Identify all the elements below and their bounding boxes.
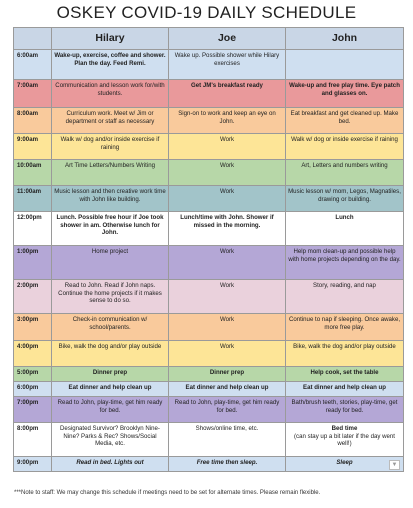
time-cell: 9:00am — [14, 134, 52, 160]
hilary-cell: Read to John, play-time, get him ready for bed. — [52, 397, 169, 423]
row-11am — [14, 186, 404, 212]
joe-cell: Work — [169, 246, 286, 280]
john-cell: Eat dinner and help clean up — [286, 382, 404, 397]
time-cell: 8:00pm — [14, 423, 52, 457]
john-bedtime-label: Bed time — [331, 425, 358, 432]
joe-cell: Work — [169, 134, 286, 160]
time-cell: 11:00am — [14, 186, 52, 212]
dropdown-arrow-icon[interactable]: ▼ — [389, 460, 400, 470]
row-3pm — [14, 314, 404, 341]
joe-cell: Free time then sleep. — [169, 457, 286, 472]
john-cell: Help cook, set the table — [286, 367, 404, 382]
schedule-table — [13, 27, 404, 472]
time-cell: 3:00pm — [14, 314, 52, 341]
hilary-cell: Wake-up, exercise, coffee and shower. Plan the day. Feed Remi. — [52, 50, 169, 80]
time-cell: 10:00am — [14, 160, 52, 186]
joe-cell: Work — [169, 186, 286, 212]
row-4pm — [14, 341, 404, 367]
header-corner — [14, 28, 52, 50]
row-1pm — [14, 246, 404, 280]
time-cell: 6:00pm — [14, 382, 52, 397]
time-cell: 4:00pm — [14, 341, 52, 367]
joe-cell: Work — [169, 160, 286, 186]
hilary-cell: Dinner prep — [52, 367, 169, 382]
john-cell — [286, 50, 404, 80]
row-9am — [14, 134, 404, 160]
row-9pm — [14, 457, 404, 472]
hilary-cell: Art Time Letters/Numbers Writing — [52, 160, 169, 186]
row-8pm — [14, 423, 404, 457]
hilary-cell: Check-in communication w/ school/parents. — [52, 314, 169, 341]
hilary-cell: Communication and lesson work for/with students. — [52, 80, 169, 108]
header-hilary: Hilary — [52, 28, 169, 50]
hilary-cell: Music lesson and then creative work time with John like building. — [52, 186, 169, 212]
hilary-cell: Bike, walk the dog and/or play outside — [52, 341, 169, 367]
staff-footnote: ***Note to staff: We may change this schedule if meetings need to be set for alternate times. Please remain flexible. — [14, 490, 321, 496]
joe-cell: Shows/online time, etc. — [169, 423, 286, 457]
joe-cell: Work — [169, 280, 286, 314]
john-cell: Help mom clean-up and possible help with home projects depending on the day. — [286, 246, 404, 280]
row-2pm — [14, 280, 404, 314]
joe-cell: Wake up. Possible shower while Hilary exercises — [169, 50, 286, 80]
hilary-cell: Home project — [52, 246, 169, 280]
john-cell: Music lesson w/ mom, Legos, Magnatiles, drawing or building. — [286, 186, 404, 212]
joe-cell: Sign-on to work and keep an eye on John. — [169, 108, 286, 134]
row-6am — [14, 50, 404, 80]
joe-cell: Get JM's breakfast ready — [169, 80, 286, 108]
row-6pm — [14, 382, 404, 397]
row-7pm — [14, 397, 404, 423]
john-cell: Bike, walk the dog and/or play outside — [286, 341, 404, 367]
time-cell: 7:00pm — [14, 397, 52, 423]
page-title: OSKEY COVID-19 DAILY SCHEDULE — [56, 3, 357, 22]
hilary-cell: Walk w/ dog and/or inside exercise if raining — [52, 134, 169, 160]
john-bedtime-note: (can stay up a bit later if the day went well!) — [294, 432, 395, 448]
row-10am — [14, 160, 404, 186]
time-cell: 8:00am — [14, 108, 52, 134]
john-cell: Walk w/ dog or inside exercise if raining — [286, 134, 404, 160]
joe-cell: Work — [169, 314, 286, 341]
joe-cell: Lunch/time with John. Shower if missed in the morning. — [169, 212, 286, 246]
john-cell: Lunch — [286, 212, 404, 246]
header-row — [14, 28, 404, 50]
john-cell: Art, Letters and numbers writing — [286, 160, 404, 186]
hilary-cell: Lunch. Possible free hour if Joe took shower in am. Otherwise lunch for John. — [52, 212, 169, 246]
row-8am — [14, 108, 404, 134]
john-sleep-text: Sleep — [336, 459, 353, 466]
row-12pm — [14, 212, 404, 246]
time-cell: 5:00pm — [14, 367, 52, 382]
john-cell — [286, 457, 404, 472]
hilary-cell: Read in bed. Lights out — [52, 457, 169, 472]
time-cell: 2:00pm — [14, 280, 52, 314]
time-cell: 12:00pm — [14, 212, 52, 246]
john-cell: Story, reading, and nap — [286, 280, 404, 314]
time-cell: 9:00pm — [14, 457, 52, 472]
row-7am — [14, 80, 404, 108]
header-joe: Joe — [169, 28, 286, 50]
time-cell: 7:00am — [14, 80, 52, 108]
john-cell: Eat breakfast and get cleaned up. Make bed. — [286, 108, 404, 134]
header-john: John — [286, 28, 404, 50]
john-cell: Wake-up and free play time. Eye patch and glasses on. — [286, 80, 404, 108]
joe-cell: Read to John, play-time, get him ready for bed. — [169, 397, 286, 423]
time-cell: 1:00pm — [14, 246, 52, 280]
hilary-cell: Read to John. Read if John naps. Continue the home projects if it makes sense to do so. — [52, 280, 169, 314]
joe-cell: Dinner prep — [169, 367, 286, 382]
hilary-cell: Eat dinner and help clean up — [52, 382, 169, 397]
john-cell: Bath/brush teeth, stories, play-time, get ready for bed. — [286, 397, 404, 423]
joe-cell: Work — [169, 341, 286, 367]
joe-cell: Eat dinner and help clean up — [169, 382, 286, 397]
john-cell: Continue to nap if sleeping. Once awake, more free play. — [286, 314, 404, 341]
hilary-cell: Designated Survivor? Brooklyn Nine-Nine? Parks & Rec? Shows/Social Media, etc. — [52, 423, 169, 457]
john-cell — [286, 423, 404, 457]
hilary-cell: Curriculum work. Meet w/ Jim or department or staff as necessary — [52, 108, 169, 134]
row-5pm — [14, 367, 404, 382]
time-cell: 6:00am — [14, 50, 52, 80]
